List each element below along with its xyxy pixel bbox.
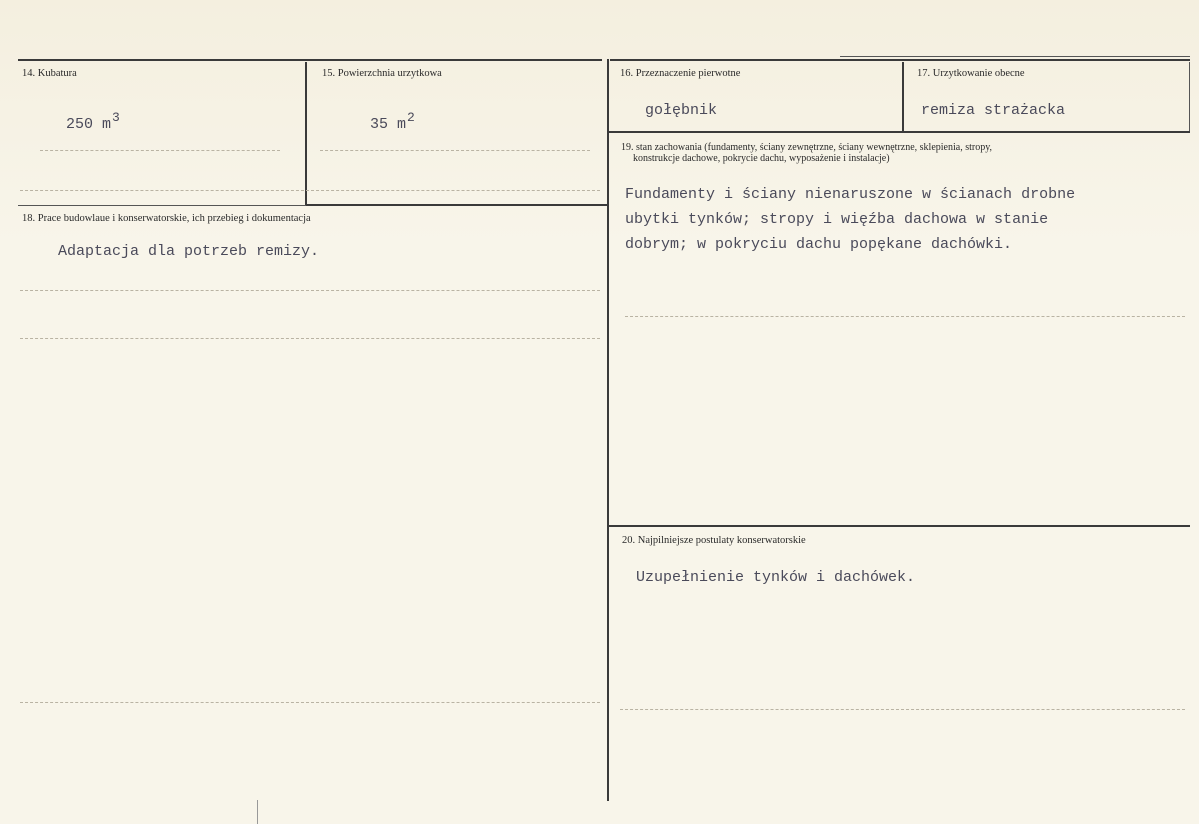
field-18-label: 18. Prace budowlaue i konserwatorskie, ich przebieg i dokumentacja bbox=[22, 213, 311, 224]
field-19-value-line-1: Fundamenty i ściany nienaruszone w ścianach drobne bbox=[625, 186, 1076, 203]
field-15-label: 15. Powierzchnia urzytkowa bbox=[322, 68, 442, 79]
field-18-value: Adaptacja dla potrzeb remizy. bbox=[58, 243, 320, 260]
right-edge bbox=[1189, 62, 1190, 132]
field-19-label-line-2: konstrukcje dachowe, pokrycie dachu, wyposażenie i instalacje) bbox=[633, 153, 890, 164]
field-14-number: 250 m bbox=[66, 116, 112, 133]
guide-18b bbox=[20, 338, 600, 339]
rule-under-14-15-left bbox=[18, 205, 306, 206]
field-19-value-line-2: ubytki tynków; stropy i więźba dachowa w stanie bbox=[625, 211, 1049, 228]
field-16-label: 16. Przeznaczenie pierwotne bbox=[620, 68, 741, 79]
field-14-exponent: 3 bbox=[112, 110, 120, 125]
paper-mark bbox=[257, 800, 258, 824]
rule-above-20 bbox=[609, 525, 1190, 527]
field-19-label-line-1: 19. stan zachowania (fundamenty, ściany zewnętrzne, ściany wewnętrzne, sklepienia, stropy, bbox=[621, 142, 993, 153]
guide-18a bbox=[20, 290, 600, 291]
field-15-number: 35 m bbox=[370, 116, 407, 133]
top-rule-right bbox=[610, 59, 1190, 61]
field-17-label: 17. Urzytkowanie obecne bbox=[917, 68, 1025, 79]
field-20-label: 20. Najpilniejsze postulaty konserwatorskie bbox=[622, 535, 806, 546]
field-17-value: remiza strażacka bbox=[921, 102, 1066, 119]
guide-15 bbox=[320, 150, 590, 151]
guide-19 bbox=[625, 316, 1185, 317]
field-14-label: 14. Kubatura bbox=[22, 68, 77, 79]
guide-14 bbox=[40, 150, 280, 151]
field-16-value: gołębnik bbox=[645, 102, 718, 119]
field-15-value bbox=[370, 105, 415, 138]
rule-under-14-15 bbox=[305, 204, 608, 206]
guide-14b bbox=[20, 190, 600, 191]
rule-under-16-17 bbox=[609, 131, 1190, 133]
guide-18c bbox=[20, 702, 600, 703]
field-19-value-line-3: dobrym; w pokryciu dachu popękane dachówki. bbox=[625, 236, 1013, 253]
field-15-exponent: 2 bbox=[407, 110, 415, 125]
field-14-value bbox=[66, 105, 120, 138]
field-20-value: Uzupełnienie tynków i dachówek. bbox=[636, 569, 916, 586]
top-rule-left bbox=[18, 59, 602, 61]
divider-16-17 bbox=[902, 62, 904, 131]
guide-20 bbox=[620, 709, 1185, 710]
divider-14-15 bbox=[305, 62, 307, 204]
top-rule-right-2 bbox=[840, 56, 1190, 57]
divider-center bbox=[607, 59, 609, 801]
